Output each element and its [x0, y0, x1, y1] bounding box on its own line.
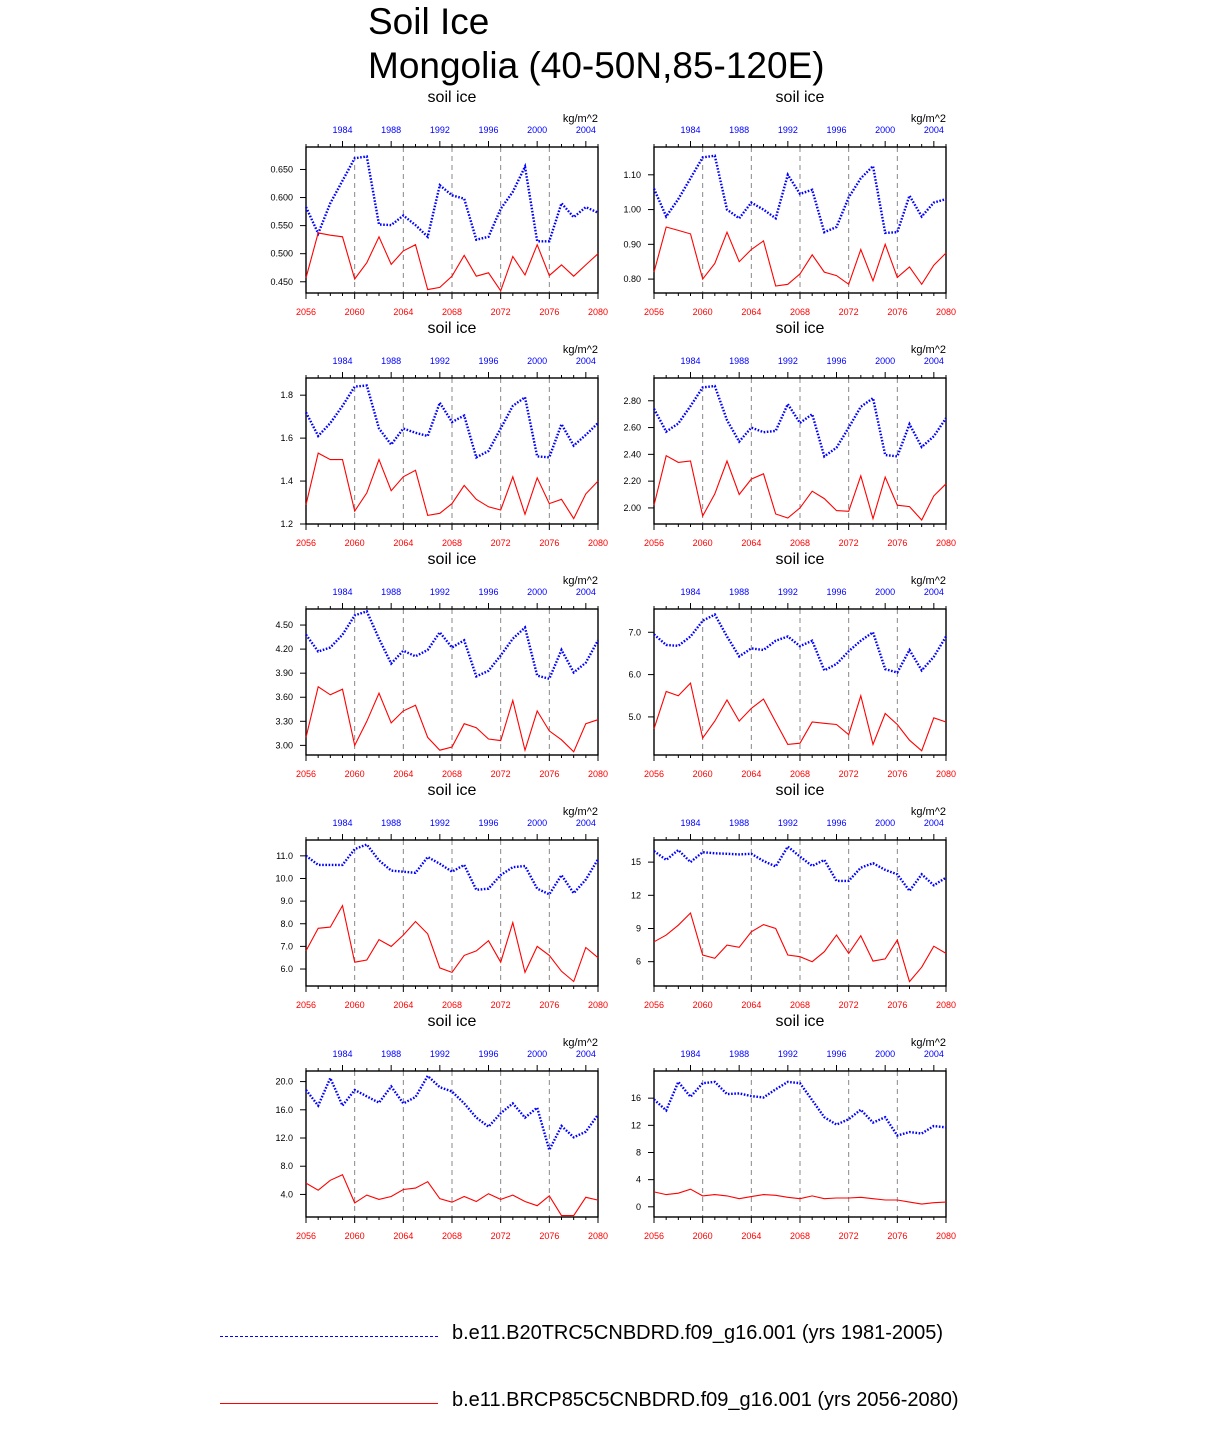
- x-tick-label: 2068: [441, 1000, 463, 1010]
- x-tick-label: 2072: [490, 1000, 511, 1010]
- x-top-tick-label: 2000: [527, 356, 548, 366]
- y-tick-label: 1.6: [280, 433, 293, 444]
- x-top-tick-label: 2004: [575, 356, 596, 366]
- x-tick-label: 2064: [741, 769, 762, 779]
- x-top-tick-label: 1996: [826, 356, 847, 366]
- chart-panel-8: [631, 782, 956, 1010]
- panel-title: soil ice: [427, 320, 477, 337]
- y-tick-label: 2.80: [623, 395, 641, 406]
- x-tick-label: 2076: [539, 307, 560, 317]
- x-top-tick-label: 1984: [680, 1049, 701, 1059]
- x-tick-label: 2060: [692, 1000, 713, 1010]
- x-tick-label: 2064: [741, 1000, 762, 1010]
- y-tick-label: 4.50: [275, 620, 293, 631]
- x-tick-label: 2064: [741, 307, 762, 317]
- legend-label-historical: b.e11.B20TRC5CNBDRD.f09_g16.001 (yrs 1981-2005): [452, 1322, 944, 1344]
- x-tick-label: 2064: [393, 1000, 414, 1010]
- panel-title: soil ice: [775, 551, 825, 568]
- x-tick-label: 2064: [393, 538, 414, 548]
- x-top-tick-label: 1988: [381, 1049, 402, 1059]
- y-tick-label: 15: [630, 857, 641, 868]
- panel-title: soil ice: [775, 89, 825, 106]
- y-tick-label: 9.0: [280, 896, 293, 907]
- x-tick-label: 2072: [838, 538, 859, 548]
- units-label: kg/m^2: [910, 1037, 946, 1049]
- x-tick-label: 2060: [344, 769, 365, 779]
- y-tick-label: 0.80: [623, 274, 641, 285]
- x-tick-label: 2064: [393, 1231, 414, 1241]
- x-top-tick-label: 2000: [875, 1049, 896, 1059]
- x-tick-label: 2076: [539, 1231, 560, 1241]
- y-tick-label: 0.550: [270, 220, 293, 231]
- x-top-tick-label: 1984: [332, 818, 353, 828]
- x-tick-label: 2060: [344, 307, 365, 317]
- x-tick-label: 2080: [935, 1000, 957, 1010]
- x-tick-label: 2076: [539, 769, 560, 779]
- y-tick-label: 2.20: [623, 476, 641, 487]
- y-tick-label: 4.20: [275, 644, 293, 655]
- x-top-tick-label: 2004: [923, 818, 944, 828]
- y-tick-label: 12.0: [275, 1133, 293, 1144]
- x-tick-label: 2068: [789, 538, 811, 548]
- x-tick-label: 2076: [887, 769, 908, 779]
- x-tick-label: 2056: [295, 1000, 317, 1010]
- x-top-tick-label: 1996: [478, 818, 499, 828]
- x-top-tick-label: 1988: [381, 356, 402, 366]
- panel-title: soil ice: [427, 551, 477, 568]
- x-tick-label: 2068: [441, 538, 463, 548]
- x-top-tick-label: 1984: [332, 1049, 353, 1059]
- x-top-tick-label: 1988: [381, 587, 402, 597]
- x-tick-label: 2068: [789, 769, 811, 779]
- x-tick-label: 2056: [643, 1000, 665, 1010]
- x-tick-label: 2072: [838, 769, 859, 779]
- x-tick-label: 2060: [344, 538, 365, 548]
- x-tick-label: 2080: [587, 307, 609, 317]
- units-label: kg/m^2: [910, 113, 946, 125]
- y-tick-label: 4: [635, 1174, 641, 1185]
- panel-title: soil ice: [775, 320, 825, 337]
- chart-panel-3: [280, 320, 608, 548]
- x-tick-label: 2060: [692, 538, 713, 548]
- x-top-tick-label: 1996: [826, 818, 847, 828]
- y-tick-label: 0.650: [270, 164, 293, 175]
- x-tick-label: 2056: [295, 538, 317, 548]
- chart-panel-5: [275, 551, 608, 779]
- x-top-tick-label: 2000: [527, 125, 548, 135]
- x-tick-label: 2056: [295, 1231, 317, 1241]
- x-tick-label: 2056: [643, 1231, 665, 1241]
- x-tick-label: 2076: [887, 1231, 908, 1241]
- x-top-tick-label: 2000: [875, 587, 896, 597]
- x-tick-label: 2080: [935, 307, 957, 317]
- units-label: kg/m^2: [562, 344, 598, 356]
- y-tick-label: 10.0: [275, 873, 293, 884]
- y-tick-label: 3.00: [275, 740, 293, 751]
- x-top-tick-label: 1984: [332, 125, 353, 135]
- y-tick-label: 0.450: [270, 276, 293, 287]
- x-top-tick-label: 1992: [429, 818, 450, 828]
- x-tick-label: 2072: [490, 307, 511, 317]
- y-tick-label: 5.0: [628, 711, 641, 722]
- x-top-tick-label: 2004: [575, 818, 596, 828]
- x-top-tick-label: 2000: [527, 587, 548, 597]
- x-tick-label: 2060: [692, 769, 713, 779]
- x-tick-label: 2080: [587, 538, 609, 548]
- units-label: kg/m^2: [562, 113, 598, 125]
- x-top-tick-label: 2004: [923, 125, 944, 135]
- y-tick-label: 0.500: [270, 248, 293, 259]
- y-tick-label: 2.60: [623, 422, 641, 433]
- x-top-tick-label: 2004: [575, 587, 596, 597]
- x-tick-label: 2056: [295, 307, 317, 317]
- chart-panel-9: [275, 1013, 608, 1241]
- x-tick-label: 2060: [344, 1231, 365, 1241]
- x-tick-label: 2064: [741, 538, 762, 548]
- x-tick-label: 2072: [490, 538, 511, 548]
- panel-title: soil ice: [427, 782, 477, 799]
- x-top-tick-label: 1992: [777, 818, 798, 828]
- x-top-tick-label: 1992: [429, 125, 450, 135]
- x-top-tick-label: 1988: [729, 818, 750, 828]
- x-top-tick-label: 1984: [680, 356, 701, 366]
- panel-title: soil ice: [427, 1013, 477, 1030]
- x-tick-label: 2072: [838, 1000, 859, 1010]
- y-tick-label: 6: [635, 956, 641, 967]
- x-tick-label: 2076: [539, 1000, 560, 1010]
- legend-swatch-future: [220, 1403, 438, 1404]
- x-top-tick-label: 1984: [680, 587, 701, 597]
- y-tick-label: 3.90: [275, 668, 293, 679]
- x-tick-label: 2060: [344, 1000, 365, 1010]
- x-top-tick-label: 1988: [381, 818, 402, 828]
- x-top-tick-label: 1984: [680, 125, 701, 135]
- x-tick-label: 2072: [490, 769, 511, 779]
- x-tick-label: 2068: [789, 307, 811, 317]
- y-tick-label: 1.4: [280, 476, 293, 487]
- units-label: kg/m^2: [562, 1037, 598, 1049]
- y-tick-label: 8.0: [280, 918, 293, 929]
- legend-swatch-historical: [220, 1336, 438, 1337]
- chart-panel-1: [270, 89, 608, 317]
- y-tick-label: 0.90: [623, 239, 641, 250]
- panel-title: soil ice: [775, 1013, 825, 1030]
- panel-title: soil ice: [427, 89, 477, 106]
- x-tick-label: 2064: [393, 307, 414, 317]
- chart-panel-6: [628, 551, 956, 779]
- y-tick-label: 16: [630, 1093, 641, 1104]
- legend-label-future: b.e11.BRCP85C5CNBDRD.f09_g16.001 (yrs 2056-2080): [452, 1389, 959, 1411]
- x-tick-label: 2056: [643, 769, 665, 779]
- x-tick-label: 2060: [692, 307, 713, 317]
- x-tick-label: 2068: [789, 1231, 811, 1241]
- x-tick-label: 2064: [741, 1231, 762, 1241]
- x-top-tick-label: 1988: [381, 125, 402, 135]
- x-top-tick-label: 1984: [332, 356, 353, 366]
- y-tick-label: 1.2: [280, 519, 293, 529]
- y-tick-label: 2.40: [623, 449, 641, 460]
- y-tick-label: 3.30: [275, 716, 293, 727]
- x-tick-label: 2080: [935, 769, 957, 779]
- x-top-tick-label: 1988: [729, 356, 750, 366]
- y-tick-label: 1.8: [280, 390, 293, 401]
- y-tick-label: 9: [635, 923, 641, 934]
- x-tick-label: 2072: [838, 307, 859, 317]
- x-top-tick-label: 2000: [875, 125, 896, 135]
- x-top-tick-label: 2000: [875, 818, 896, 828]
- y-tick-label: 11.0: [276, 850, 293, 861]
- x-top-tick-label: 1992: [777, 587, 798, 597]
- chart-panel-7: [275, 782, 608, 1010]
- x-tick-label: 2056: [643, 307, 665, 317]
- y-tick-label: 1.00: [623, 204, 641, 215]
- x-tick-label: 2076: [887, 1000, 908, 1010]
- y-tick-label: 7.0: [628, 627, 641, 638]
- x-top-tick-label: 1996: [826, 125, 847, 135]
- units-label: kg/m^2: [562, 806, 598, 818]
- x-top-tick-label: 1996: [478, 587, 499, 597]
- panel-title: soil ice: [775, 782, 825, 799]
- x-top-tick-label: 1992: [429, 1049, 450, 1059]
- units-label: kg/m^2: [910, 344, 946, 356]
- y-tick-label: 16.0: [275, 1104, 293, 1115]
- x-top-tick-label: 1984: [332, 587, 353, 597]
- x-tick-label: 2068: [441, 769, 463, 779]
- x-top-tick-label: 1988: [729, 587, 750, 597]
- y-tick-label: 1.10: [623, 169, 641, 180]
- y-tick-label: 12: [630, 890, 641, 901]
- y-tick-label: 3.60: [275, 692, 293, 703]
- x-top-tick-label: 1992: [777, 356, 798, 366]
- y-tick-label: 20.0: [275, 1076, 293, 1087]
- x-tick-label: 2080: [935, 538, 957, 548]
- x-top-tick-label: 1996: [478, 356, 499, 366]
- x-tick-label: 2080: [587, 769, 609, 779]
- y-tick-label: 12: [630, 1120, 641, 1131]
- x-top-tick-label: 1984: [680, 818, 701, 828]
- x-top-tick-label: 2004: [923, 1049, 944, 1059]
- x-tick-label: 2068: [441, 1231, 463, 1241]
- x-top-tick-label: 1996: [478, 125, 499, 135]
- y-tick-label: 8: [635, 1147, 641, 1158]
- x-top-tick-label: 1996: [826, 587, 847, 597]
- x-tick-label: 2080: [935, 1231, 957, 1241]
- x-top-tick-label: 1996: [478, 1049, 499, 1059]
- x-tick-label: 2076: [887, 538, 908, 548]
- y-tick-label: 6.0: [280, 964, 293, 975]
- x-tick-label: 2076: [539, 538, 560, 548]
- chart-panel-2: [623, 89, 956, 317]
- x-tick-label: 2080: [587, 1000, 609, 1010]
- chart-panel-4: [623, 320, 956, 548]
- x-tick-label: 2056: [643, 538, 665, 548]
- x-top-tick-label: 2000: [527, 818, 548, 828]
- x-top-tick-label: 1988: [729, 125, 750, 135]
- x-top-tick-label: 2004: [923, 356, 944, 366]
- x-tick-label: 2072: [490, 1231, 511, 1241]
- x-tick-label: 2076: [887, 307, 908, 317]
- y-tick-label: 2.00: [623, 502, 641, 513]
- x-top-tick-label: 1992: [777, 125, 798, 135]
- y-tick-label: 7.0: [280, 941, 293, 952]
- x-top-tick-label: 2000: [527, 1049, 548, 1059]
- y-tick-label: 0: [635, 1201, 641, 1212]
- x-top-tick-label: 1992: [777, 1049, 798, 1059]
- x-tick-label: 2056: [295, 769, 317, 779]
- x-tick-label: 2072: [838, 1231, 859, 1241]
- x-top-tick-label: 1992: [429, 587, 450, 597]
- x-tick-label: 2068: [441, 307, 463, 317]
- y-tick-label: 6.0: [628, 669, 641, 680]
- x-top-tick-label: 1988: [729, 1049, 750, 1059]
- units-label: kg/m^2: [562, 575, 598, 587]
- x-tick-label: 2060: [692, 1231, 713, 1241]
- y-tick-label: 8.0: [280, 1161, 293, 1172]
- units-label: kg/m^2: [910, 806, 946, 818]
- figure-title: Soil Ice: [368, 1, 490, 42]
- x-top-tick-label: 2004: [575, 1049, 596, 1059]
- y-tick-label: 4.0: [280, 1189, 293, 1200]
- x-tick-label: 2064: [393, 769, 414, 779]
- x-top-tick-label: 2000: [875, 356, 896, 366]
- chart-panel-10: [631, 1013, 956, 1241]
- x-top-tick-label: 2004: [575, 125, 596, 135]
- figure-subtitle: Mongolia (40-50N,85-120E): [368, 45, 825, 86]
- x-top-tick-label: 1996: [826, 1049, 847, 1059]
- x-tick-label: 2068: [789, 1000, 811, 1010]
- y-tick-label: 0.600: [270, 192, 293, 203]
- x-top-tick-label: 2004: [923, 587, 944, 597]
- x-tick-label: 2080: [587, 1231, 609, 1241]
- units-label: kg/m^2: [910, 575, 946, 587]
- x-top-tick-label: 1992: [429, 356, 450, 366]
